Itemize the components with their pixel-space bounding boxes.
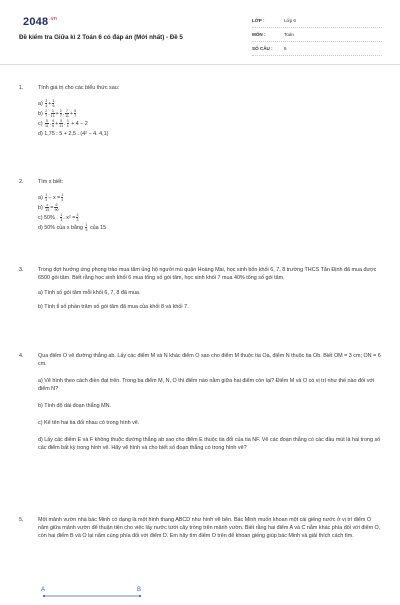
header-divider	[0, 64, 400, 65]
fraction: $\frac{3}{4}$	[45, 99, 48, 109]
exercise-item: c) $\frac{5}{11}$ . $\frac{9}{6}$ + $\frac{5}{11}$ . $\frac{3}{4}$ + 4 – 2	[38, 119, 88, 129]
meta-value: Toán	[284, 32, 294, 37]
exercise-item: b) $\frac{2}{7}$ . $\frac{3}{11}$ + $\frac{2}{7}$ . $\frac{7}{11}$ + $\frac{5}{7}$	[38, 109, 77, 119]
meta-value: Lớp 6	[284, 18, 296, 23]
meta-row	[252, 14, 382, 28]
document-header	[0, 0, 400, 62]
meta-row	[252, 28, 382, 42]
label-a: A	[41, 587, 46, 593]
sub-question: a) Tính số gói tăm mỗi khối 6, 7, 8 đã mua.	[38, 290, 141, 296]
meta-value: 6	[284, 46, 287, 51]
exercise-item: d) 1,75 : 5 + 2,5 . (4² − 4. 4,1)	[38, 131, 109, 137]
fraction: $\frac{2}{3}$	[76, 213, 79, 223]
fraction: $\frac{5}{11}$	[45, 119, 49, 129]
logo-suffix: .vn	[49, 16, 58, 22]
question-number: 2.	[19, 179, 24, 185]
exercise-item: a) $\frac{3}{4}$ + $\frac{1}{6}$	[38, 99, 55, 109]
trapezoid-diagram	[30, 582, 150, 600]
exercise-item: a) $\frac{1}{3}$ − x = $\frac{1}{4}$	[38, 193, 64, 203]
fraction: $\frac{5}{11}$	[59, 119, 64, 129]
question-prompt: Tìm x biết:	[38, 179, 64, 185]
fraction: $\frac{x}{15}$	[45, 203, 50, 213]
sub-question: d) Lấy các điểm E và F không thuộc đường thẳng ab sao cho điểm E thuộc tia đối của tia NF. Vẽ các đoạn thẳng có các đầu mút là hai trong số các điểm bất kỳ trong hình vẽ. Hãy vẽ hình và cho biết số đoạn thẳng có trong hình vẽ?	[38, 437, 381, 451]
question-prompt: Tính giá trị cho các biểu thức sau:	[38, 85, 120, 91]
question-number: 4.	[19, 353, 24, 359]
sub-question: a) Vẽ hình theo cách điền đạt trên. Trong ba điểm M, N, O thì điểm nào nằm giữa hai điểm còn lại? Điểm M và O có vị trí như thế nào đối với điểm N?	[38, 378, 375, 392]
fraction: $\frac{1}{5}$	[85, 223, 88, 233]
sub-question: c) Kể tên hai tia đối nhau có trong hình vẽ.	[38, 420, 140, 426]
logo-text: 2048	[23, 16, 49, 28]
label-b: B	[137, 587, 142, 593]
question-number: 1.	[19, 85, 24, 91]
point-a	[43, 595, 45, 597]
fraction: $\frac{2}{7}$	[59, 109, 62, 119]
meta-row	[252, 42, 382, 56]
fraction: $\frac{1}{4}$	[61, 193, 64, 203]
exercise-item: b) $\frac{x}{15}$ = $\frac{6}{90}$	[38, 203, 59, 213]
trapezoid-figure	[30, 582, 150, 600]
question-paragraph: Một mảnh vườn nhà bác Minh có dạng là một hình thang ABCD như hình vẽ bên. Bác Minh muốn khoan một cái giếng nước ở vị trí điểm O nằm giữa mảnh vườn để thuận tiện cho việc lấy nước tưới cây trồng trên mảnh vườn. Biết rằng hai điểm A và C nằm khác phía đối với điểm O, còn hai điểm B và O lại nằm cùng phía đối với điểm D. Em hãy tìm điểm O trên để khoan giếng giúp bác Minh và giải thích cách tìm.	[38, 517, 381, 539]
question-number: 5.	[19, 517, 24, 523]
fraction: $\frac{1}{3}$	[60, 213, 63, 223]
meta-key: LỚP :	[252, 18, 265, 23]
meta-key: MÔN :	[252, 32, 266, 37]
question-paragraph: Trong đợt hưởng ứng phong trào mua tăm ủng hộ người mù quận Hoàng Mai, học sinh bốn khối 6, 7, 8 trường THCS Tân Định đã mua được 6500 gói tăm. Biết rằng học sinh khối 6 mua tổng số gói tăm, học sinh khối 7 mua 40% tổng số gói tăm.	[38, 267, 377, 281]
point-b	[139, 595, 141, 597]
question-paragraph: Qua điểm O vẽ đường thẳng ab. Lấy các điểm M và N khác điểm O sao cho điểm M thuộc tia Oa, điểm N thuộc tia Ob. Biết OM = 3 cm; ON = 6 cm.	[38, 353, 381, 367]
sub-question: b) Tính độ dài đoạn thẳng MN.	[38, 403, 112, 409]
exercise-item: d) 50% của x bằng $\frac{1}{5}$ của 15	[38, 223, 107, 233]
fraction: $\frac{2}{7}$	[45, 109, 48, 119]
exercise-item: c) 50% . $\frac{1}{3}$ . x² = $\frac{2}{3}$	[38, 213, 79, 223]
fraction: $\frac{7}{11}$	[65, 109, 69, 119]
fraction: $\frac{3}{4}$	[66, 119, 69, 129]
fraction: $\frac{5}{7}$	[74, 109, 77, 119]
sub-question: b) Tính tỉ số phần trăm số gói tăm đã mua của khối 8 và khối 7.	[38, 304, 189, 310]
document-meta	[252, 14, 382, 56]
fraction: $\frac{3}{11}$	[50, 109, 55, 119]
document-title: Đề kiểm tra Giữa kì 2 Toán 6 có đáp án (Mới nhất) - Đề 5	[19, 34, 183, 41]
fraction: $\frac{1}{6}$	[52, 99, 55, 109]
site-logo[interactable]	[23, 16, 57, 28]
fraction: $\frac{6}{90}$	[54, 203, 59, 213]
fraction: $\frac{1}{3}$	[45, 193, 48, 203]
meta-key: SỐ CÂU :	[252, 46, 273, 51]
fraction: $\frac{9}{6}$	[52, 119, 55, 129]
question-number: 3.	[19, 267, 24, 273]
